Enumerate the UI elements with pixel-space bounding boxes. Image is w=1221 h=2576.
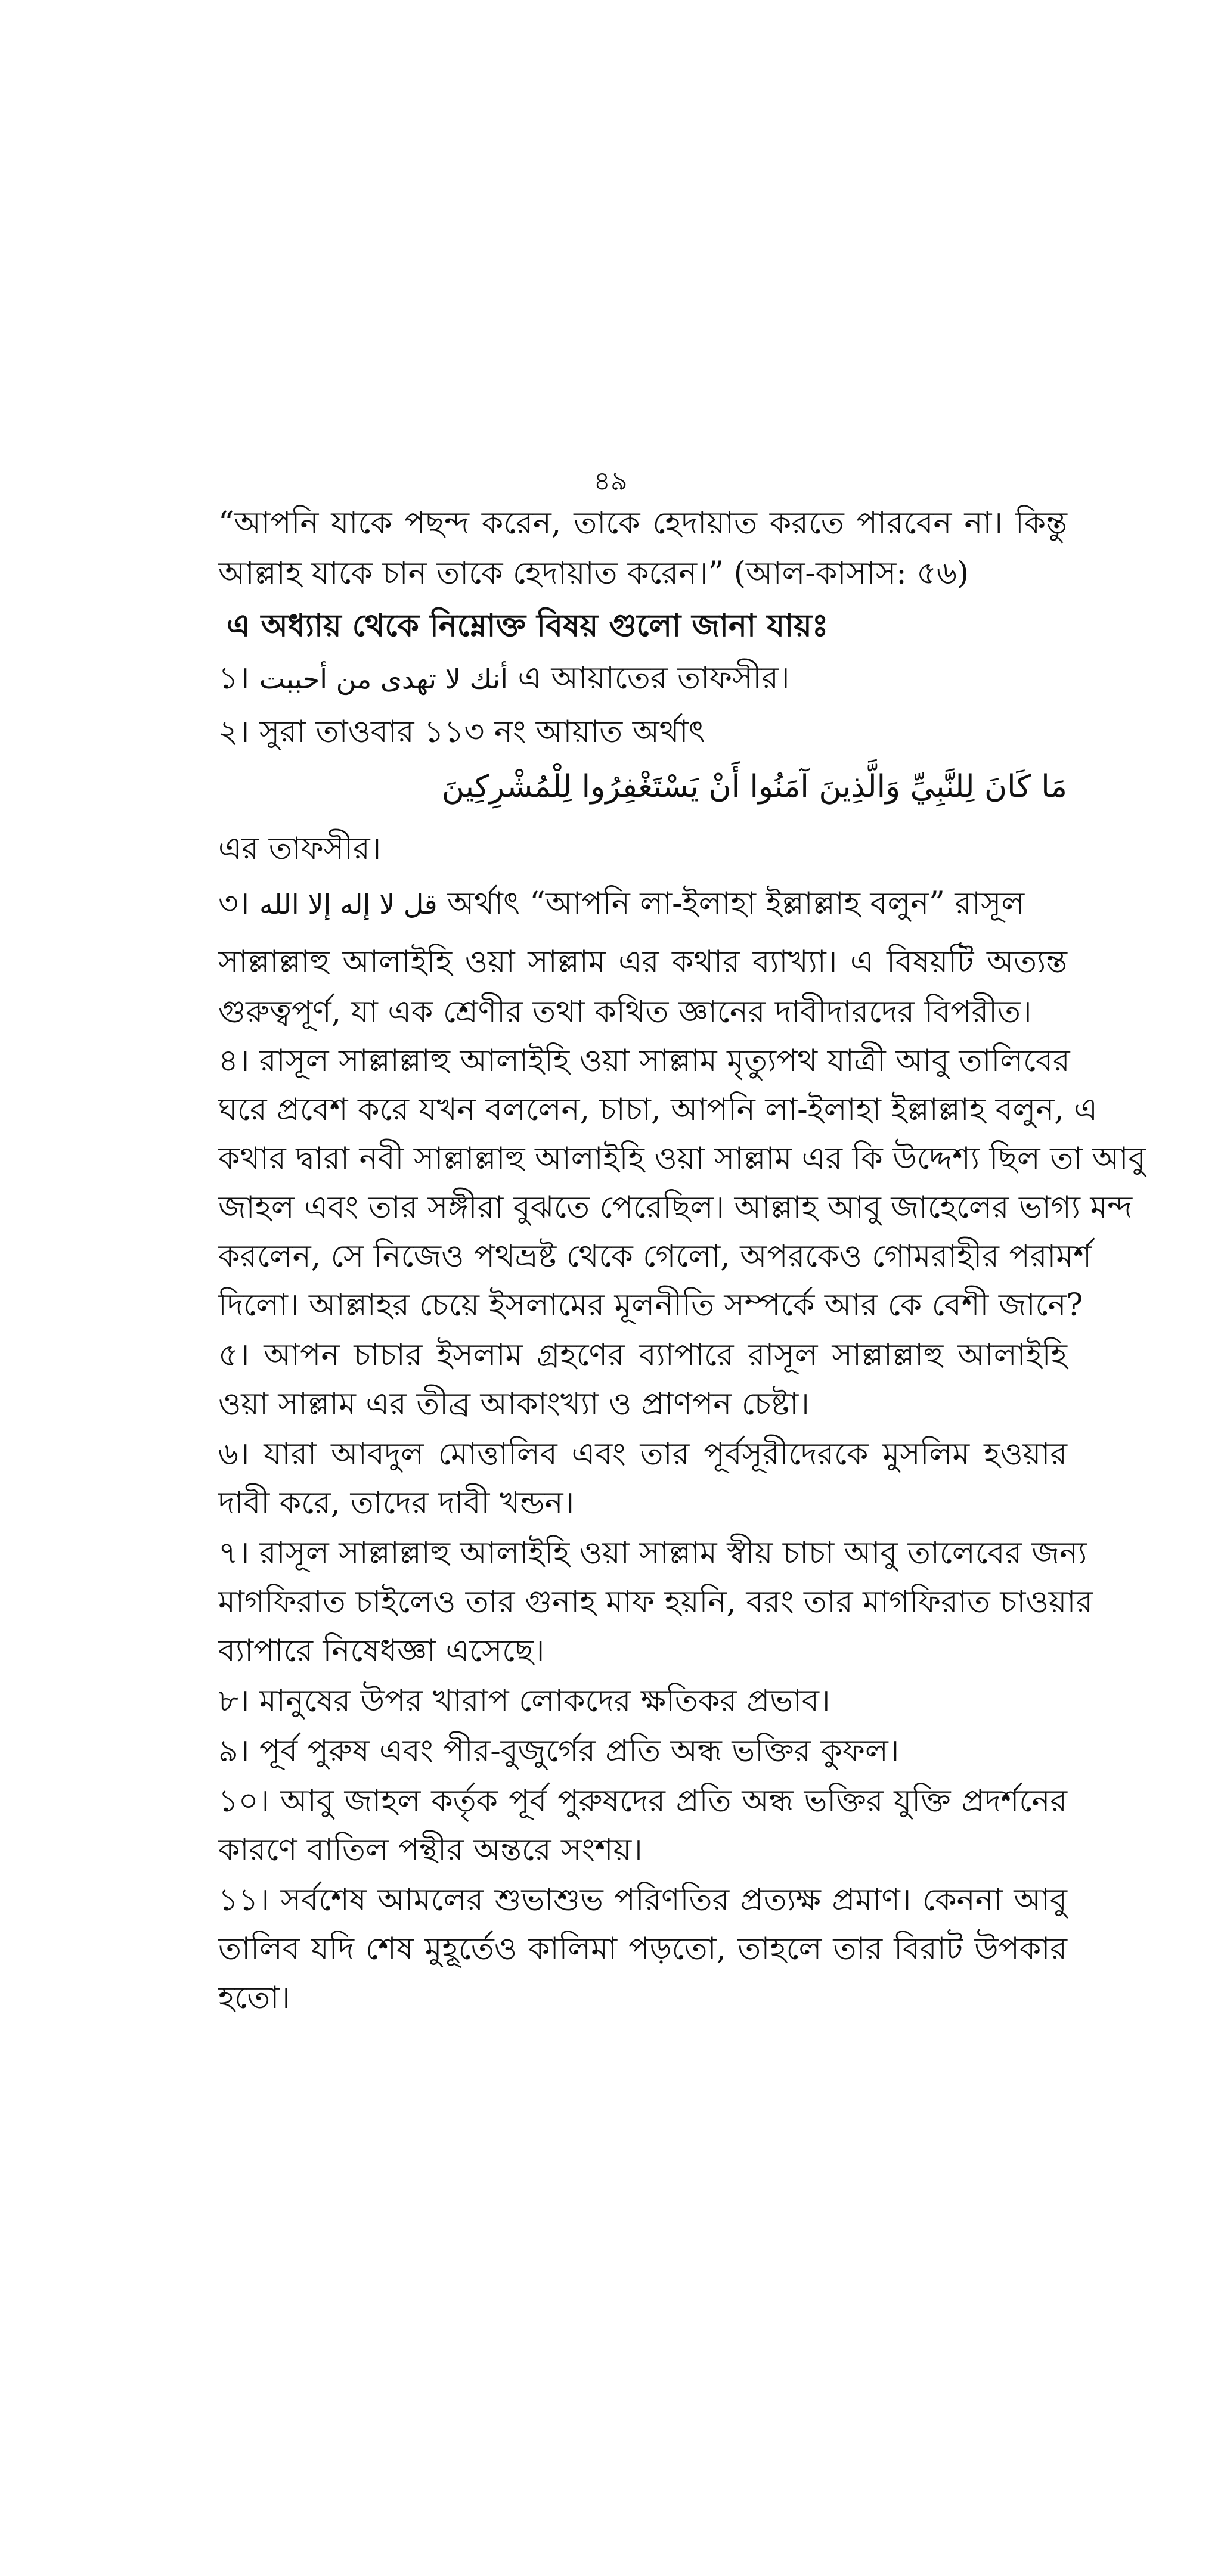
point-6-line-2: দাবী করে, তাদের দাবী খন্ডন। bbox=[218, 1485, 575, 1521]
point-4-line-4: জাহল এবং তার সঙ্গীরা বুঝতে পেরেছিল। আল্লাহ আবু জাহেলের ভাগ্য মন্দ bbox=[218, 1190, 1133, 1225]
point-3-line-3: গুরুত্বপূর্ণ, যা এক শ্রেণীর তথা কথিত জ্ঞানের দাবীদারদের বিপরীত। bbox=[218, 994, 1032, 1030]
point-4-line-6: দিলো। আল্লাহর চেয়ে ইসলামের মূলনীতি সম্পর্কে আর কে বেশী জানে? bbox=[218, 1287, 1083, 1323]
point-5-line-2: ওয়া সাল্লাম এর তীব্র আকাংখ্যা ও প্রাণপন চেষ্টা। bbox=[218, 1386, 810, 1422]
point-10-line-1: ১০। আবু জাহল কর্তৃক পূর্ব পুরুষদের প্রতি অন্ধ ভক্তির যুক্তি প্রদর্শনের bbox=[218, 1783, 1067, 1819]
point-11-line-1: ১১। সর্বশেষ আমলের শুভাশুভ পরিণতির প্রত্যক্ষ প্রমাণ। কেননা আবু bbox=[218, 1882, 1067, 1918]
point-7-line-2: মাগফিরাত চাইলেও তার গুনাহ মাফ হয়নি, বরং তার মাগফিরাত চাওয়ার bbox=[218, 1584, 1093, 1620]
point-1 bbox=[218, 653, 1067, 704]
point-4-line-3: কথার দ্বারা নবী সাল্লাল্লাহু আলাইহি ওয়া সাল্লাম এর কি উদ্দেশ্য ছিল তা আবু bbox=[218, 1141, 1146, 1177]
point-11-line-2: তালিব যদি শেষ মুহূর্তেও কালিমা পড়তো, তাহলে তার বিরাট উপকার bbox=[218, 1931, 1067, 1967]
point-1-arabic: أنك لا تهدى من أحببت bbox=[259, 663, 508, 695]
point-8: ৮। মানুষের উপর খারাপ লোকদের ক্ষতিকর প্রভাব। bbox=[218, 1683, 830, 1719]
point-2: ২। সুরা তাওবার ১১৩ নং আয়াত অর্থাৎ bbox=[218, 714, 705, 750]
point-4-line-5: করলেন, সে নিজেও পথভ্রষ্ট থেকে গেলো, অপরকেও গোমরাহীর পরামর্শ bbox=[218, 1239, 1092, 1274]
section-heading: এ অধ্যায় থেকে নিম্নোক্ত বিষয় গুলো জানা যায়ঃ bbox=[227, 607, 829, 644]
point-5-line-1: ৫। আপন চাচার ইসলাম গ্রহণের ব্যাপারে রাসূল সাল্লাল্লাহু আলাইহি bbox=[218, 1337, 1067, 1373]
point-3-arabic: قل لا إله إلا الله bbox=[259, 888, 438, 920]
point-7-line-3: ব্যাপারে নিষেধজ্ঞা এসেছে। bbox=[218, 1633, 545, 1669]
point-3-number: ৩। bbox=[218, 886, 259, 921]
point-7-line-1: ৭। রাসূল সাল্লাল্লাহু আলাইহি ওয়া সাল্লাম স্বীয় চাচা আবু তালেবের জন্য bbox=[218, 1535, 1087, 1571]
quote-line-1: “আপনি যাকে পছন্দ করেন, তাকে হেদায়াত করতে পারবেন না। কিন্তু bbox=[218, 505, 1067, 541]
point-2-continued: এর তাফসীর। bbox=[218, 831, 382, 867]
point-9: ৯। পূর্ব পুরুষ এবং পীর-বুজুর্গের প্রতি অন্ধ ভক্তির কুফল। bbox=[218, 1733, 900, 1769]
point-3-text: অর্থাৎ “আপনি লা-ইলাহা ইল্লাল্লাহ বলুন” রাসূল bbox=[437, 886, 1025, 921]
page-number: ৪৯ bbox=[593, 466, 628, 496]
point-6-line-1: ৬। যারা আবদুল মোত্তালিব এবং তার পূর্বসূরীদেরকে মুসলিম হওয়ার bbox=[218, 1436, 1067, 1472]
quote-line-2: আল্লাহ যাকে চান তাকে হেদায়াত করেন।” (আল-কাসাস: ৫৬) bbox=[218, 555, 969, 591]
point-1-text: এ আয়াতের তাফসীর। bbox=[507, 660, 790, 696]
point-4-line-2: ঘরে প্রবেশ করে যখন বললেন, চাচা, আপনি লা-ইলাহা ইল্লাল্লাহ বলুন, এ bbox=[218, 1092, 1098, 1128]
point-10-line-2: কারণে বাতিল পন্থীর অন্তরে সংশয়। bbox=[218, 1832, 643, 1868]
arabic-verse: مَا كَانَ لِلنَّبِيِّ وَالَّذِينَ آمَنُوا أَنْ يَسْتَغْفِرُوا لِلْمُشْرِكِينَ bbox=[441, 769, 1067, 805]
point-3 bbox=[218, 879, 1067, 929]
point-4-line-1: ৪। রাসূল সাল্লাল্লাহু আলাইহি ওয়া সাল্লাম মৃত্যুপথ যাত্রী আবু তালিবের bbox=[218, 1043, 1070, 1079]
point-11-line-3: হতো। bbox=[218, 1980, 290, 2016]
point-1-number: ১। bbox=[218, 660, 259, 696]
point-3-line-2: সাল্লাল্লাহু আলাইহি ওয়া সাল্লাম এর কথার ব্যাখ্যা। এ বিষয়টি অত্যন্ত bbox=[218, 944, 1067, 980]
